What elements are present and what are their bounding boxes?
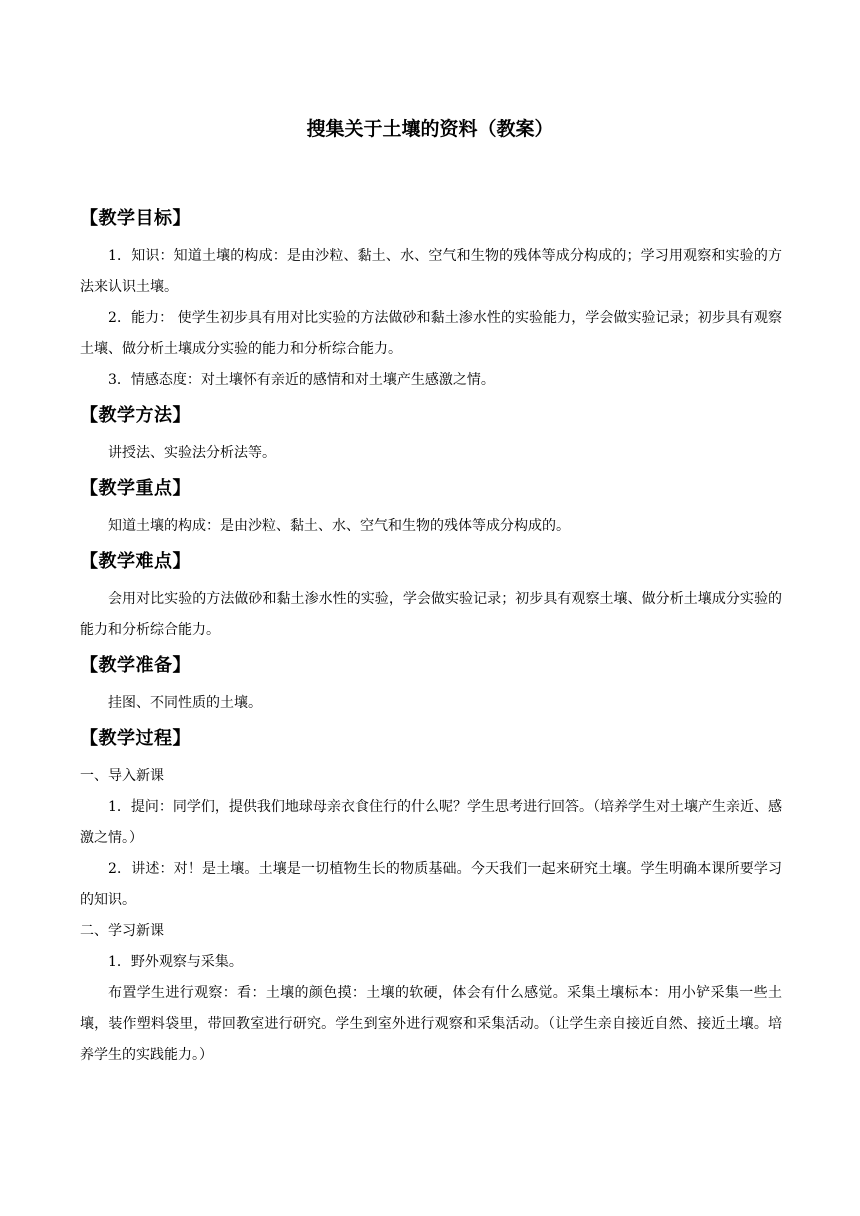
section-key-points [80, 473, 782, 542]
section-methods [80, 400, 782, 469]
process-part1-item-question: 1．提问：同学们，提供我们地球母亲衣食住行的什么呢？学生思考进行回答。（培养学生对土壤产生亲近、感激之情。） [80, 799, 782, 846]
objective-item-ability: 2．能力： 使学生初步具有用对比实验的方法做砂和黏土渗水性的实验能力，学会做实验记录；初步具有观察土壤、做分析土壤成分实验的能力和分析综合能力。 [80, 310, 782, 357]
section-heading-key-points: 【教学重点】 [80, 478, 191, 499]
section-heading-methods: 【教学方法】 [80, 405, 191, 426]
section-objectives [80, 203, 782, 396]
objective-item-knowledge: 1．知识：知道土壤的构成：是由沙粒、黏土、水、空气和生物的残体等成分构成的；学习用观察和实验的方法来认识土壤。 [80, 248, 782, 295]
section-heading-preparation: 【教学准备】 [80, 655, 191, 676]
section-process [80, 723, 782, 1071]
methods-text: 讲授法、实验法分析法等。 [108, 445, 276, 461]
section-heading-process: 【教学过程】 [80, 728, 191, 749]
process-part2-title: 二、学习新课 [80, 923, 164, 939]
key-points-text: 知道土壤的构成：是由沙粒、黏土、水、空气和生物的残体等成分构成的。 [108, 518, 570, 534]
section-difficulties [80, 546, 782, 646]
document-body [80, 203, 782, 1071]
process-part2-item-observation: 布置学生进行观察：看：土壤的颜色摸：土壤的软硬，体会有什么感觉。采集土壤标本：用小铲采集一些土壤，装作塑料袋里，带回教室进行研究。学生到室外进行观察和采集活动。（让学生亲自接近自然、接近土壤。培养学生的实践能力。） [80, 985, 782, 1063]
process-part1-title: 一、导入新课 [80, 768, 164, 784]
difficulties-text: 会用对比实验的方法做砂和黏土渗水性的实验，学会做实验记录；初步具有观察土壤、做分析土壤成分实验的能力和分析综合能力。 [80, 591, 782, 638]
section-preparation [80, 650, 782, 719]
section-heading-difficulties: 【教学难点】 [80, 551, 191, 572]
section-heading-objectives: 【教学目标】 [80, 208, 191, 229]
preparation-text: 挂图、不同性质的土壤。 [108, 695, 262, 711]
process-part1-item-lecture: 2．讲述：对！是土壤。土壤是一切植物生长的物质基础。今天我们一起来研究土壤。学生明确本课所要学习的知识。 [80, 861, 782, 908]
objective-item-attitude: 3．情感态度：对土壤怀有亲近的感情和对土壤产生感激之情。 [108, 372, 495, 388]
document-title: 搜集关于土壤的资料（教案） [306, 118, 554, 140]
process-part2-item-fieldwork: 1．野外观察与采集。 [108, 954, 243, 970]
